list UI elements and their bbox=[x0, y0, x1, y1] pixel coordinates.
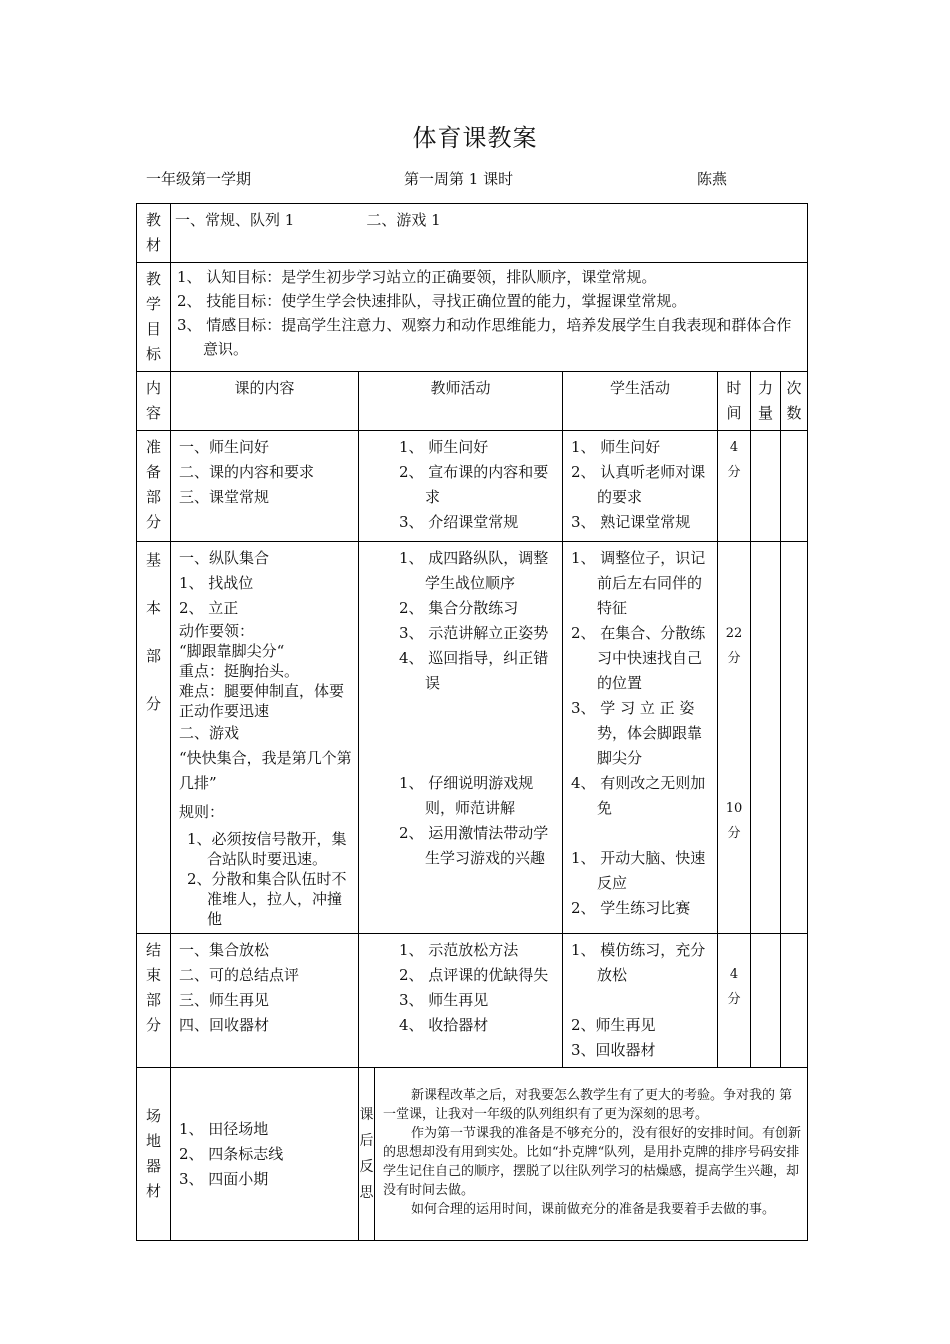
reflection-paragraph: 如何合理的运用时间，课前做充分的准备是我要着手去做的事。 bbox=[411, 1202, 776, 1217]
list-item: 2、 在集合、分散练习中快速找自己的位置 bbox=[571, 624, 706, 692]
list-item: 2、 集合分散练习 bbox=[399, 599, 519, 617]
header-teacher: 教师活动 bbox=[359, 372, 563, 431]
prep-student bbox=[563, 431, 718, 542]
end-count bbox=[781, 934, 808, 1068]
end-time: 4 分 bbox=[718, 934, 751, 1068]
goal-item: 3、 情感目标：提高学生注意力、观察力和动作思维能力，培养发展学生自我表现和群体合作意识。 bbox=[177, 316, 792, 358]
end-label: 结 束 部 分 bbox=[137, 934, 171, 1068]
content-label: 内 容 bbox=[137, 372, 171, 431]
list-item: 1、 师生问好 bbox=[399, 438, 489, 456]
basic-label: 基 本 部 分 bbox=[137, 542, 171, 934]
header-intensity: 力 量 bbox=[751, 372, 781, 431]
basic-content bbox=[171, 542, 359, 934]
list-item: 1、 模仿练习，充分放松 bbox=[571, 941, 706, 984]
header-content: 课的内容 bbox=[171, 372, 359, 431]
prep-label: 准 备 部 分 bbox=[137, 431, 171, 542]
list-item: 4、 巡回指导，纠正错误 bbox=[399, 649, 549, 692]
list-item: 2、 宣布课的内容和要求 bbox=[399, 463, 549, 506]
header-student: 学生活动 bbox=[563, 372, 718, 431]
list-item: 2、 点评课的优缺得失 bbox=[399, 966, 549, 984]
prep-content bbox=[171, 431, 359, 542]
basic-count bbox=[781, 542, 808, 934]
reflection-paragraph: 作为第一节课我的准备是不够充分的，没有很好的安排时间。有创新的思想却没有用到实处。比如“扑克牌“队列，是用扑克牌的排序号码安排学生记住自己的顺序，摆脱了以往队列学习的枯燥感，提高学生兴趣，却没有时间去做。 bbox=[383, 1126, 802, 1198]
list-item: 2、 认真听老师对课的要求 bbox=[571, 463, 706, 506]
reflection-paragraph: 新课程改革之后，对我要怎么教学生有了更大的考验。争对我的 第一堂课，让我对一年级的队列组织有了更为深刻的思考。 bbox=[383, 1088, 793, 1122]
list-item: 二、课的内容和要求 bbox=[179, 463, 315, 481]
list-item: 1、 田径场地 bbox=[179, 1119, 269, 1138]
basic-time: 22 分 10 分 bbox=[718, 542, 751, 934]
list-item: 2、 运用激情法带动学生学习游戏的兴趣 bbox=[399, 824, 549, 867]
list-item: 2、 学生练习比赛 bbox=[571, 899, 691, 917]
end-content bbox=[171, 934, 359, 1068]
grade-term: 一年级第一学期 bbox=[146, 170, 252, 188]
list-item: 3、 介绍课堂常规 bbox=[399, 513, 519, 531]
list-item: 3、 示范讲解立正姿势 bbox=[399, 624, 549, 642]
list-item: 三、师生再见 bbox=[179, 991, 270, 1009]
list-item: 4、 有则改之无则加免 bbox=[571, 774, 706, 817]
venue-content bbox=[171, 1068, 359, 1241]
list-item: 动作要领： bbox=[179, 622, 255, 640]
prep-teacher bbox=[359, 431, 563, 542]
header-time: 时 间 bbox=[718, 372, 751, 431]
list-item: 2、分散和集合队伍时不准堆人，拉人，冲撞他 bbox=[187, 870, 347, 928]
end-student bbox=[563, 934, 718, 1068]
end-teacher bbox=[359, 934, 563, 1068]
basic-teacher bbox=[359, 542, 563, 934]
list-item: 4、 收拾器材 bbox=[399, 1016, 489, 1034]
list-item: 1、必须按信号散开，集合站队时要迅速。 bbox=[187, 830, 347, 868]
list-item: 3、 师生再见 bbox=[399, 991, 489, 1009]
list-item: 二、可的总结点评 bbox=[179, 966, 300, 984]
list-item: 重点：挺胸抬头。 bbox=[179, 662, 300, 680]
list-item: 三、课堂常规 bbox=[179, 488, 270, 506]
list-item: 3、 学 习 立 正 姿势，体会脚跟靠脚尖分 bbox=[571, 699, 703, 767]
basic-intensity bbox=[751, 542, 781, 934]
week-lesson: 第一周第 1 课时 bbox=[404, 170, 514, 188]
list-item: 3、回收器材 bbox=[571, 1041, 656, 1059]
list-item: 二、游戏 bbox=[179, 724, 240, 742]
venue-label: 场 地 器 材 bbox=[137, 1068, 171, 1241]
list-item: 3、 熟记课堂常规 bbox=[571, 513, 691, 531]
prep-intensity bbox=[751, 431, 781, 542]
list-item: 一、纵队集合 bbox=[179, 549, 270, 567]
reflect-label: 课 后 反 思 bbox=[359, 1068, 375, 1241]
end-intensity bbox=[751, 934, 781, 1068]
prep-count bbox=[781, 431, 808, 542]
list-item: 一、集合放松 bbox=[179, 941, 270, 959]
header-count: 次 数 bbox=[781, 372, 808, 431]
list-item: 1、 师生问好 bbox=[571, 438, 661, 456]
list-item: “脚跟靠脚尖分“ bbox=[179, 642, 285, 660]
list-item: 规则： bbox=[179, 803, 225, 821]
materials-content: 一、常规、队列 1 二、游戏 1 bbox=[171, 204, 808, 263]
list-item: 3、 四面小期 bbox=[179, 1169, 269, 1188]
goals-content bbox=[171, 263, 808, 372]
list-item: 1、 成四路纵队，调整学生战位顺序 bbox=[399, 549, 549, 592]
teacher-name: 陈燕 bbox=[697, 170, 728, 188]
list-item: 1、 调整位子，识记前后左右同伴的 特征 bbox=[571, 549, 706, 617]
list-item: 2、 立正 bbox=[179, 599, 239, 617]
reflection-text bbox=[375, 1068, 808, 1241]
goal-item: 2、 技能目标：使学生学会快速排队，寻找正确位置的能力，掌握课堂常规。 bbox=[177, 292, 687, 310]
list-item: 四、回收器材 bbox=[179, 1016, 270, 1034]
list-item: 1、 仔细说明游戏规则，师范讲解 bbox=[399, 774, 534, 817]
list-item: 一、师生问好 bbox=[179, 438, 270, 456]
goals-label: 教 学 目 标 bbox=[137, 263, 171, 372]
list-item: 1、 找战位 bbox=[179, 574, 254, 592]
basic-student bbox=[563, 542, 718, 934]
list-item: 2、师生再见 bbox=[571, 1016, 656, 1034]
goal-item: 1、 认知目标：是学生初步学习站立的正确要领，排队顺序，课堂常规。 bbox=[177, 268, 657, 286]
lesson-plan-table bbox=[136, 203, 808, 1241]
list-item: 1、 开动大脑、快速反应 bbox=[571, 849, 706, 892]
list-item: 难点：腿要伸制直，体要正动作要迅速 bbox=[179, 682, 345, 720]
list-item: 1、 示范放松方法 bbox=[399, 941, 519, 959]
prep-time: 4 分 bbox=[718, 431, 751, 542]
list-item: “快快集合，我是第几个第几排” bbox=[179, 749, 352, 792]
page-title: 体育课教案 bbox=[412, 124, 538, 152]
list-item: 2、 四条标志线 bbox=[179, 1144, 284, 1163]
materials-label: 教 材 bbox=[137, 204, 171, 263]
